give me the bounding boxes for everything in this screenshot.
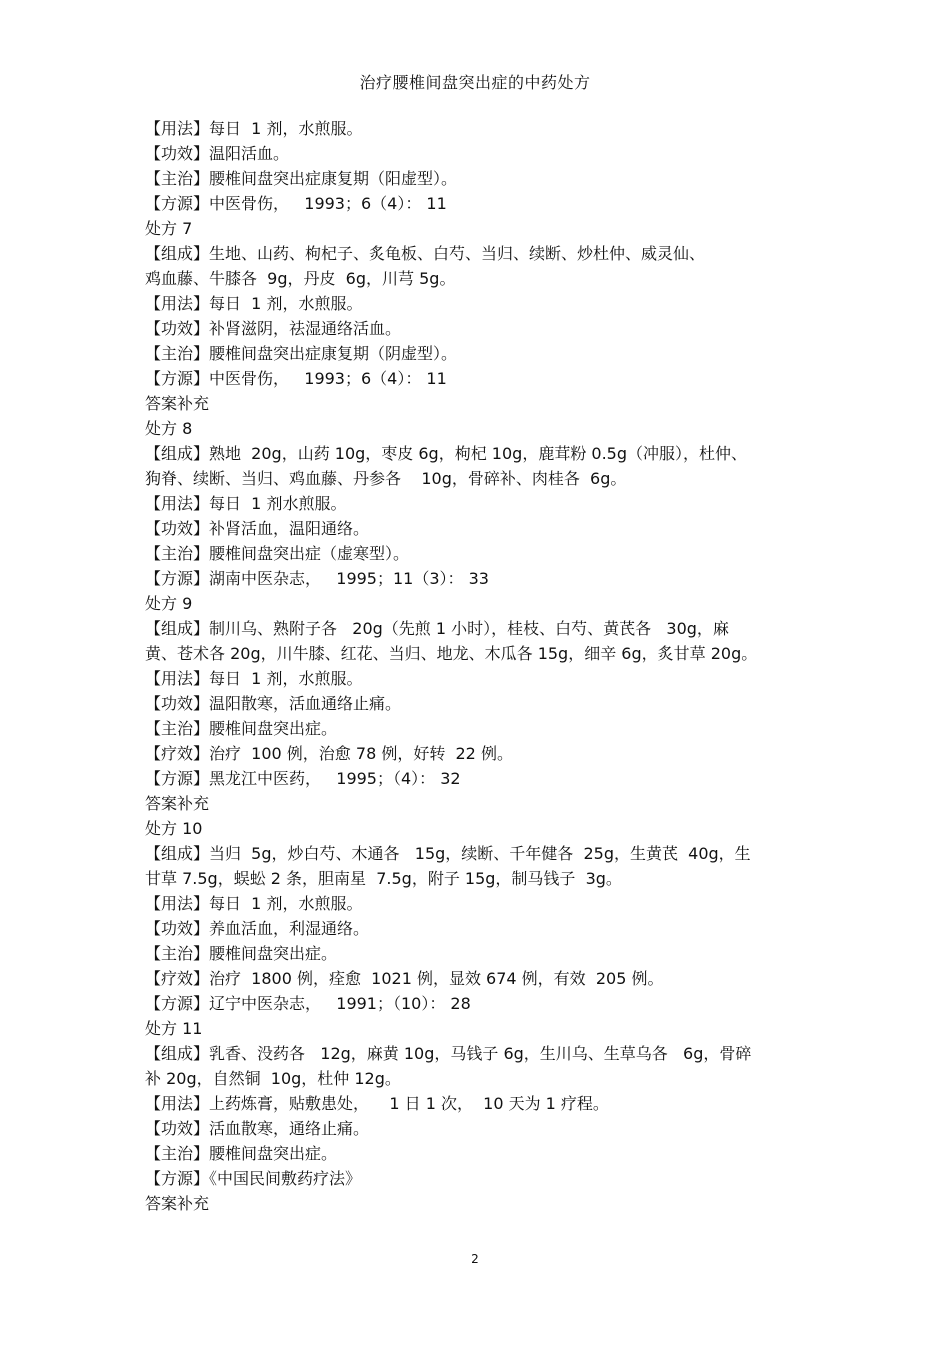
text-line: 【主治】腰椎间盘突出症。 [145,1144,338,1163]
text-line: 【用法】每日 1 剂水煎服。 [145,494,347,513]
text-line: 【用法】上药炼膏，贴敷患处， 1 日 1 次， 10 天为 1 疗程。 [145,1094,609,1113]
text-line: 【主治】腰椎间盘突出症康复期（阴虚型）。 [145,344,458,363]
text-line: 【用法】每日 1 剂，水煎服。 [145,669,363,688]
text-line: 【功效】活血散寒，通络止痛。 [145,1119,370,1138]
text-line: 【组成】熟地 20g，山药 10g，枣皮 6g，枸杞 10g，鹿茸粉 0.5g（冲服），杜仲、 [145,444,748,463]
text-line: 【主治】腰椎间盘突出症。 [145,719,338,738]
text-line: 【组成】制川乌、熟附子各 20g（先煎 1 小时），桂枝、白芍、黄芪各 30g，麻 [145,619,729,638]
text-line: 【用法】每日 1 剂，水煎服。 [145,894,363,913]
text-line: 【主治】腰椎间盘突出症康复期（阳虚型）。 [145,169,458,188]
text-line: 狗脊、续断、当归、鸡血藤、丹参各 10g，骨碎补、肉桂各 6g。 [145,469,627,488]
text-line: 【方源】中医骨伤， 1993；6（4）： 11 [145,194,447,213]
text-line: 【疗效】治疗 100 例，治愈 78 例，好转 22 例。 [145,744,513,763]
text-line: 【组成】生地、山药、枸杞子、炙龟板、白芍、当归、续断、炒杜仲、威灵仙、 [145,244,706,263]
page-number: 2 [471,1252,479,1266]
text-line: 鸡血藤、牛膝各 9g，丹皮 6g，川芎 5g。 [145,269,456,288]
text-line: 黄、苍术各 20g，川牛膝、红花、当归、地龙、木瓜各 15g，细辛 6g，炙甘草 20g。 [145,644,758,663]
text-line: 补 20g，自然铜 10g，杜仲 12g。 [145,1069,401,1088]
page-header-title: 治疗腰椎间盘突出症的中药处方 [359,73,591,92]
text-line: 【方源】中医骨伤， 1993；6（4）： 11 [145,369,447,388]
text-line: 【组成】当归 5g，炒白芍、木通各 15g，续断、千年健各 25g，生黄芪 40g，生 [145,844,751,863]
text-line: 【方源】湖南中医杂志， 1995；11（3）： 33 [145,569,489,588]
text-line: 甘草 7.5g，蜈蚣 2 条，胆南星 7.5g，附子 15g，制马钱子 3g。 [145,869,622,888]
text-line: 【用法】每日 1 剂，水煎服。 [145,119,363,138]
text-line: 【主治】腰椎间盘突出症（虚寒型）。 [145,544,410,563]
text-line: 【用法】每日 1 剂，水煎服。 [145,294,363,313]
text-line: 【方源】辽宁中医杂志， 1991；（10）： 28 [145,994,471,1013]
text-line: 【功效】养血活血，利湿通络。 [145,919,370,938]
text-line: 【功效】补肾滋阴，祛湿通络活血。 [145,319,402,338]
prescription-heading: 处方 11 [145,1019,203,1038]
text-line: 【主治】腰椎间盘突出症。 [145,944,338,963]
answer-supplement: 答案补充 [145,394,210,413]
text-line: 【功效】温阳活血。 [145,144,290,163]
text-line: 【方源】黑龙江中医药， 1995；（4）： 32 [145,769,461,788]
prescription-heading: 处方 8 [145,419,193,438]
prescription-heading: 处方 10 [145,819,203,838]
text-line: 【功效】补肾活血，温阳通络。 [145,519,370,538]
text-line: 【方源】《中国民间敷药疗法》 [145,1169,362,1188]
prescription-heading: 处方 9 [145,594,193,613]
answer-supplement: 答案补充 [145,1194,210,1213]
document-body [145,116,810,1216]
text-line: 【功效】温阳散寒，活血通络止痛。 [145,694,402,713]
text-line: 【组成】乳香、没药各 12g，麻黄 10g，马钱子 6g，生川乌、生草乌各 6g，骨碎 [145,1044,752,1063]
answer-supplement: 答案补充 [145,794,210,813]
prescription-heading: 处方 7 [145,219,193,238]
text-line: 【疗效】治疗 1800 例，痊愈 1021 例，显效 674 例，有效 205 例。 [145,969,664,988]
